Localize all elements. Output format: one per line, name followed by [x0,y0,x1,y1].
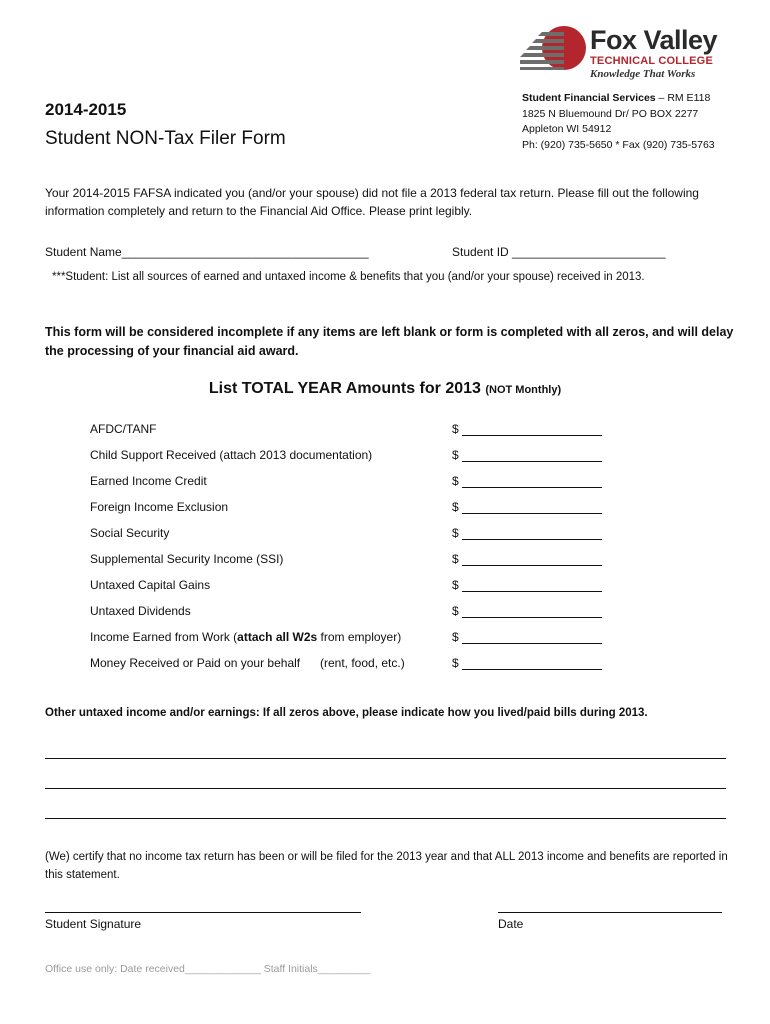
amount-field[interactable] [462,565,602,566]
income-row-earned-income-credit [90,474,610,492]
amount-field[interactable] [462,513,602,514]
dollar-sign: $ [452,448,459,462]
dollar-sign: $ [452,500,459,514]
intro-paragraph: Your 2014-2015 FAFSA indicated you (and/or your spouse) did not file a 2013 federal tax return. Please fill out the following information completely and return to the Financial Aid Office. Please print legibly. [45,186,699,218]
student-signature-label: Student Signature [45,917,142,931]
writing-line[interactable] [45,788,726,789]
dollar-sign: $ [452,656,459,670]
dollar-sign: $ [452,422,459,436]
contact-phone: Ph: (920) 735-5650 * Fax (920) 735-5763 [522,138,715,151]
writing-line[interactable] [45,818,726,819]
income-label: Supplemental Security Income (SSI) [90,552,284,566]
contact-office: Student Financial Services [522,92,656,104]
student-signature-line[interactable] [45,912,361,913]
income-label [90,630,401,644]
income-row-ssi [90,552,610,570]
income-label-bold: attach all W2s [237,630,318,644]
income-label-pre: Income Earned from Work ( [90,630,238,644]
warning-text: This form will be considered incomplete if any items are left blank or form is completed with all zeros, and will delay the processing of your financial aid award. [45,325,734,358]
amount-field[interactable] [462,591,602,592]
dollar-sign: $ [452,630,459,644]
form-title: Student NON-Tax Filer Form [45,128,286,149]
income-row-child-support [90,448,610,466]
office-use-text: Office use only: Date received_____________ Staff Initials_________ [45,963,371,975]
income-label: Foreign Income Exclusion [90,500,229,514]
student-id-field[interactable]: Student ID _______________________ [452,245,666,259]
dollar-sign: $ [452,474,459,488]
instruction-text: ***Student: List all sources of earned and untaxed income & benefits that you (and/or your spouse) received in 2013. [52,271,645,283]
income-row-dividends [90,604,610,622]
amount-field[interactable] [462,539,602,540]
dollar-sign: $ [452,578,459,592]
logo-name: Fox Valley [590,25,718,55]
amount-field[interactable] [462,487,602,488]
dollar-sign: $ [452,604,459,618]
income-label: Child Support Received (attach 2013 documentation) [90,448,373,462]
amount-field[interactable] [462,643,602,644]
student-name-field[interactable]: Student Name_____________________________________ [45,245,369,259]
amount-field[interactable] [462,435,602,436]
income-label-post: from employer) [317,630,402,644]
income-label: Social Security [90,526,170,540]
form-year: 2014-2015 [45,100,127,119]
other-income-text: Other untaxed income and/or earnings: If all zeros above, please indicate how you lived/paid bills during 2013. [45,707,648,719]
contact-city: Appleton WI 54912 [522,123,612,135]
income-row-money-received [90,656,610,674]
list-heading [0,380,770,398]
amount-field[interactable] [462,461,602,462]
logo-tagline: Knowledge That Works [590,68,696,80]
income-row-foreign-income [90,500,610,518]
income-row-afdc [90,422,610,440]
logo-subtitle: TECHNICAL COLLEGE [590,55,713,67]
dollar-sign: $ [452,526,459,540]
income-label: Untaxed Dividends [90,604,191,618]
amount-field[interactable] [462,617,602,618]
income-label: AFDC/TANF [90,422,157,436]
contact-room: – RM E118 [655,92,711,104]
contact-address: 1825 N Bluemound Dr/ PO BOX 2277 [522,107,699,120]
income-row-capital-gains [90,578,610,596]
income-row-social-security [90,526,610,544]
date-line[interactable] [498,912,722,913]
income-label: Earned Income Credit [90,474,207,488]
income-label: Money Received or Paid on your behalf [90,656,301,670]
income-note: (rent, food, etc.) [320,656,405,670]
contact-block [522,91,715,153]
date-label: Date [498,917,524,931]
income-label: Untaxed Capital Gains [90,578,211,592]
dollar-sign: $ [452,552,459,566]
income-row-work [90,630,610,648]
certification-text: (We) certify that no income tax return has been or will be filed for the 2013 year and that ALL 2013 income and benefits are reported in this statement. [45,851,728,881]
logo-mark-icon [520,24,586,74]
amount-field[interactable] [462,669,602,670]
list-heading-note: (NOT Monthly) [485,384,562,396]
list-heading-main: List TOTAL YEAR Amounts for 2013 [208,380,486,397]
college-logo [520,24,735,84]
writing-line[interactable] [45,758,726,759]
